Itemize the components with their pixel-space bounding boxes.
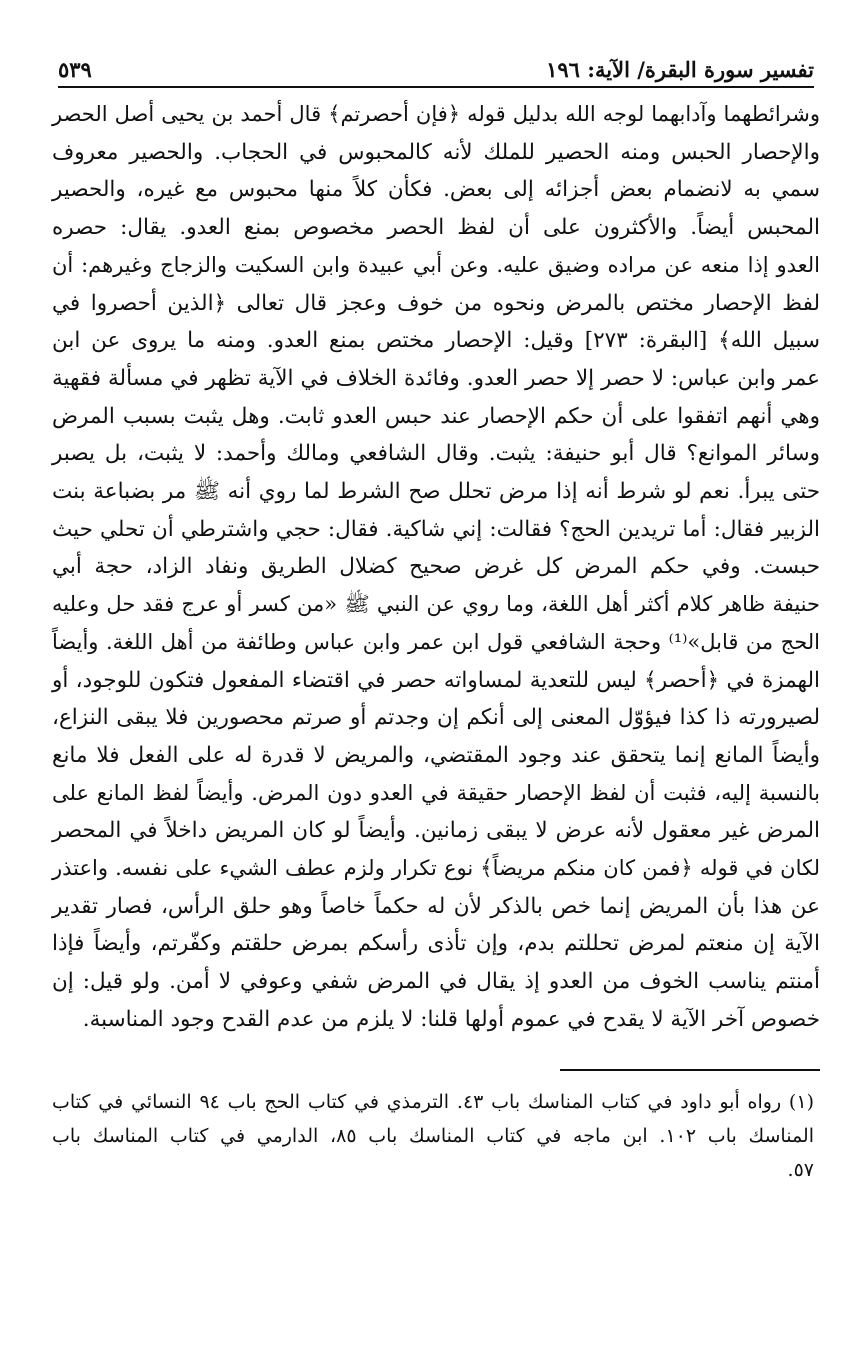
running-header <box>58 48 814 88</box>
text-line: عن هذا بأن المريض إنما خص بالذكر لأن له حكماً خاصاً وهو حلق الرأس، فصار تقدير <box>52 893 820 919</box>
text-line: بالنسبة إليه، فثبت أن لفظ الإحصار حقيقة في العدو دون المرض. وأيضاً لفظ المانع على <box>52 780 820 805</box>
footnote-line: ٥٧. <box>787 1158 814 1181</box>
header-title: تفسير سورة البقرة/ الآية: ١٩٦ <box>546 57 814 82</box>
text-line: المرض غير معقول لأنه عرض لا يبقى زمانين. وأيضاً لو كان المريض داخلاً في المحصر <box>52 818 820 844</box>
text-line: الحج من قابل»⁽¹⁾ وحجة الشافعي قول ابن عمر وابن عباس وطائفة من أهل اللغة. وأيضاً <box>52 629 821 654</box>
text-line: وسائر الموانع؟ قال أبو حنيفة: يثبت. وقال الشافعي ومالك وأحمد: لا يثبت، بل يصبر <box>52 441 820 467</box>
text-line: المحبس أيضاً. والأكثرون على أن لفظ الحصر مخصوص بمنع العدو. يقال: حصره <box>52 215 820 241</box>
text-line: سمي به لانضمام بعض أجزائه إلى بعض. فكأن كلاً منها محبوس مع غيره، والحصير <box>52 177 820 203</box>
text-line: الهمزة في ﴿أحصر﴾ ليس للتعدية لمساواته حصر في اقتضاء المفعول فتكون للوجود، أو <box>52 667 820 693</box>
text-line: وشرائطهما وآدابهما لوجه الله بدليل قوله ﴿فإن أحصرتم﴾ قال أحمد بن يحيى أصل الحصر <box>52 102 820 126</box>
footnote-line: المناسك باب ١٠٢. ابن ماجه في كتاب المناسك باب ٨٥، الدارمي في كتاب المناسك باب <box>52 1124 815 1147</box>
text-line: لكان في قوله ﴿فمن كان منكم مريضاً﴾ نوع تكرار ولزم عطف الشيء على نفسه. واعتذر <box>52 856 820 881</box>
text-line: العدو إذا منعه عن مراده وضيق عليه. وعن أبي عبيدة وابن السكيت والزجاج وغيرهم: أن <box>52 252 820 277</box>
footnote-divider <box>560 1069 820 1071</box>
main-text <box>52 96 820 1039</box>
text-line: حتى يبرأ. نعم لو شرط أنه إذا مرض تحلل صح الشرط لما روي أنه ﷺ مر بضباعة بنت <box>52 479 820 505</box>
text-line: لفظ الإحصار مختص بالمرض ونحوه من خوف وعجز قال تعالى ﴿الذين أحصروا في <box>52 290 820 316</box>
footnotes <box>52 1085 820 1187</box>
text-line: خصوص آخر الآية لا يقدح في عموم أولها قلنا: لا يلزم من عدم القدح وجود المناسبة. <box>82 1006 820 1032</box>
text-line: والإحصار الحبس ومنه الحصير للملك لأنه كالمحبوس في الحجاب. والحصير معروف <box>52 139 820 165</box>
text-line: وأيضاً المانع إنما يتحقق عند وجود المقتضي، والمريض لا قدرة له على الفعل فلا مانع <box>52 742 820 768</box>
page-number: ٥٣٩ <box>58 57 92 82</box>
text-line: الآية إن منعتم لمرض تحللتم بدم، وإن تأذى رأسكم بمرض حلقتم وكفّرتم، وأيضاً فإذا <box>52 931 820 957</box>
text-line: لصيرورته ذا كذا فيؤوّل المعنى إلى أنكم إن وجدتم أو صرتم محصورين فلا يبقى النزاع، <box>52 705 820 731</box>
text-line: حنيفة ظاهر كلام أكثر أهل اللغة، وما روي عن النبي ﷺ «من كسر أو عرج فقد حل وعليه <box>52 592 820 617</box>
text-line: عمر وابن عباس: لا حصر إلا حصر العدو. وفائدة الخلاف في الآية تظهر في مسألة فقهية <box>52 365 820 391</box>
text-line: أمنتم يناسب الخوف من العدو إذ يقال في المرض شفي وعوفي لا أمن. ولو قيل: إن <box>52 969 820 995</box>
text-line: حبست. وفي حكم المرض كل غرض صحيح كضلال الطريق ونفاد الزاد، حجة أبي <box>52 554 820 580</box>
text-line: الزبير فقال: أما تريدين الحج؟ فقالت: إني شاكية. فقال: حجي واشترطي أن تحلي حيث <box>52 516 820 542</box>
footnote-line: (١) رواه أبو داود في كتاب المناسك باب ٤٣. الترمذي في كتاب الحج باب ٩٤ النسائي في كتاب <box>52 1090 814 1113</box>
text-line: وهي أنهم اتفقوا على أن حكم الإحصار عند حبس العدو ثابت. وهل يثبت بسبب المرض <box>52 403 820 429</box>
text-line: سبيل الله﴾ [البقرة: ٢٧٣] وقيل: الإحصار مختص بمنع العدو. ومنه ما يروى عن ابن <box>52 328 820 354</box>
